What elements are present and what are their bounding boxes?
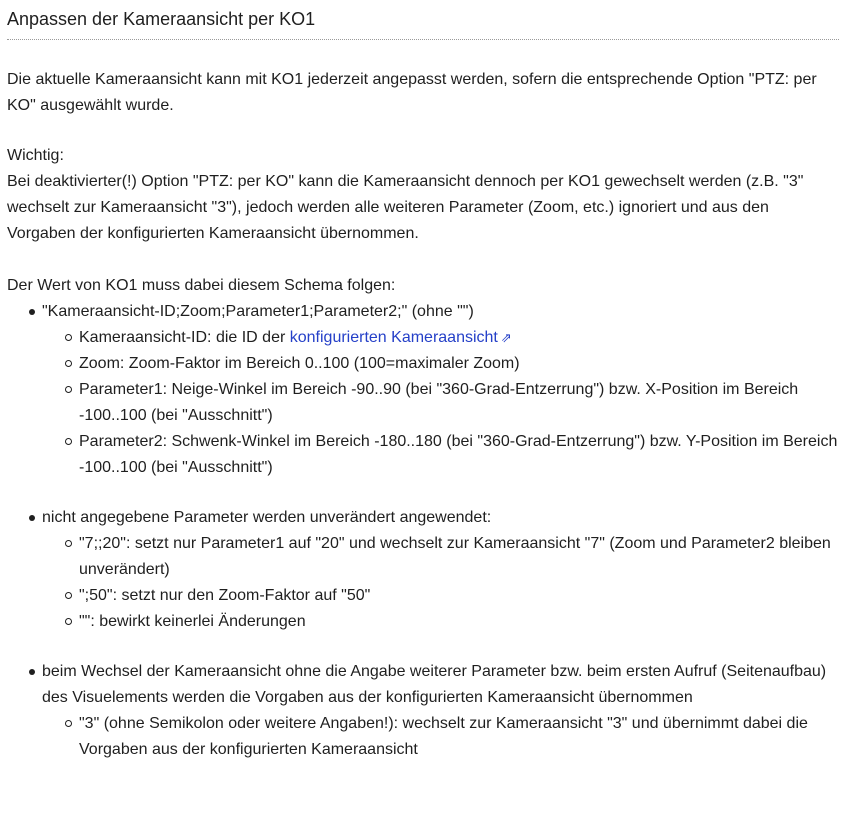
sublist bbox=[42, 711, 839, 763]
list-item-view-change bbox=[42, 659, 839, 763]
sublist-item: ";50": setzt nur den Zoom-Faktor auf "50" bbox=[79, 583, 839, 609]
list-item-text: "Kameraansicht-ID;Zoom;Parameter1;Parameter2;" (ohne "") bbox=[42, 303, 474, 320]
sublist-item: Parameter1: Neige-Winkel im Bereich -90..90 (bei "360-Grad-Entzerrung") bzw. X-Position im Bereich -100..100 (bei "Ausschnitt") bbox=[79, 377, 839, 429]
list-item-text: beim Wechsel der Kameraansicht ohne die Angabe weiterer Parameter bzw. beim ersten Aufruf (Seitenaufbau) des Visuelements werden die Vorgaben aus der konfigurierten Kameraansicht übernommen bbox=[42, 663, 827, 706]
list-item-unchanged-params bbox=[42, 505, 839, 635]
important-label: Wichtig: bbox=[7, 147, 64, 164]
list-item-text: nicht angegebene Parameter werden unverändert angewendet: bbox=[42, 509, 492, 526]
configured-camera-view-link[interactable]: konfigurierten Kameraansicht ⇗ bbox=[289, 329, 512, 346]
important-note bbox=[7, 143, 839, 247]
title-divider bbox=[7, 39, 839, 40]
page-title: Anpassen der Kameraansicht per KO1 bbox=[7, 9, 316, 29]
sublist bbox=[42, 531, 839, 635]
sublist-item: Zoom: Zoom-Faktor im Bereich 0..100 (100=maximaler Zoom) bbox=[79, 351, 839, 377]
sublist bbox=[42, 325, 839, 481]
sublist-item: "": bewirkt keinerlei Änderungen bbox=[79, 609, 839, 635]
sublist-item: "3" (ohne Semikolon oder weitere Angaben!): wechselt zur Kameraansicht "3" und übernimmt dabei die Vorgaben aus der konfigurierten Kameraansicht bbox=[79, 711, 839, 763]
schema-intro: Der Wert von KO1 muss dabei diesem Schema folgen: bbox=[7, 277, 396, 294]
list-item-schema bbox=[42, 299, 839, 481]
schema-list bbox=[7, 299, 839, 763]
sublist-item: Parameter2: Schwenk-Winkel im Bereich -180..180 (bei "360-Grad-Entzerrung") bzw. Y-Position im Bereich -100..100 (bei "Ausschnitt") bbox=[79, 429, 839, 481]
sublist-item bbox=[79, 325, 839, 351]
sublist-item: "7;;20": setzt nur Parameter1 auf "20" und wechselt zur Kameraansicht "7" (Zoom und Parameter2 bleiben unverändert) bbox=[79, 531, 839, 583]
external-link-icon: ⇗ bbox=[500, 330, 512, 345]
sublist-item-text: Kameraansicht-ID: die ID der bbox=[79, 329, 290, 346]
important-text: Bei deaktivierter(!) Option "PTZ: per KO" kann die Kameraansicht dennoch per KO1 gewechselt werden (z.B. "3" wechselt zur Kameraansicht "3"), jedoch werden alle weiteren Parameter (Zoom, etc.) ignoriert und aus den Vorgaben der konfigurierten Kameraansicht übernommen. bbox=[7, 173, 804, 242]
intro-paragraph: Die aktuelle Kameraansicht kann mit KO1 jederzeit angepasst werden, sofern die entsprechende Option "PTZ: per KO" ausgewählt wurde. bbox=[7, 71, 817, 114]
